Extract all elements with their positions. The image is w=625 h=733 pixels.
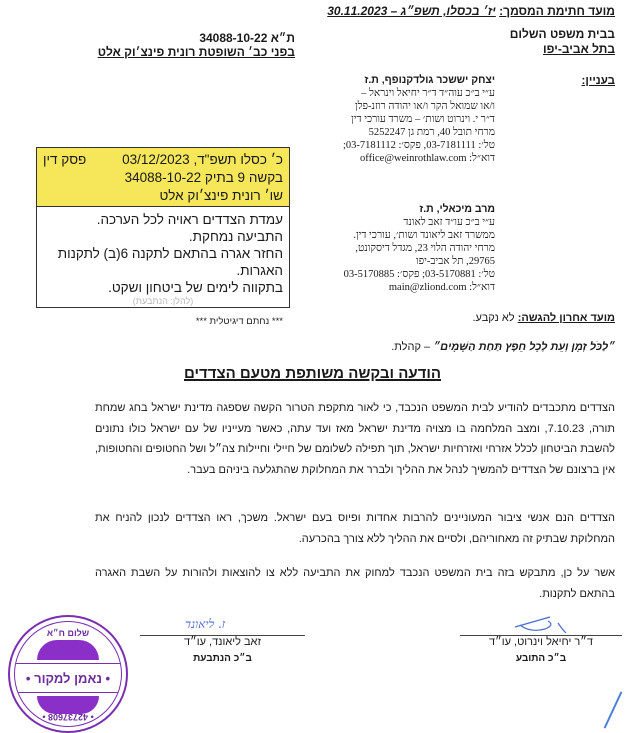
plaintiff-line: ו/או שמואל הקר ו/או יהודה רוזנ-פלן bbox=[354, 101, 495, 112]
matter-label: בעניין: bbox=[581, 75, 615, 87]
plaintiff-line: טל׳: 03-7181111, פקס׳: 03-7181112; bbox=[342, 140, 495, 151]
decision-type: פסק דין bbox=[43, 152, 87, 167]
defendant-signature-block bbox=[140, 613, 305, 664]
decision-header bbox=[37, 148, 289, 207]
plaintiff-signature-block bbox=[460, 613, 622, 664]
digital-signature-note: *** נחתם דיגיטלית *** bbox=[195, 316, 283, 327]
decision-case: בקשה 9 בתיק 34088-10-22 bbox=[124, 170, 283, 185]
defendant-line: טל׳: 03-5170881; פקס׳: 03-5170885 bbox=[343, 269, 495, 280]
defendant-line: ממשרד זאב ליאונד ושות׳, עורכי דין. bbox=[353, 230, 495, 241]
paragraph: הצדדים מתכבדים להודיע לבית המשפט הנכבד, כי לאור מתקפת הטרור הקשה שספגה מדינת ישראל בחג שמחת תורה, 7.10.23, ומצב המלחמה בו מצויה מדינת ישראל מאז ועד עתה, כאשר מעייניו של עם ישראל כולו נתונים להשבת הביטחון לכלל אזרחי ואזרחיות ישראל, תוך תפילה לשלומם של חיילי וחיילות צה״ל ושל החטופים והחטופות, אין ברצונם של הצדדים להמשיך לנהל את ההליך ולברר את המחלוקת שהתגלעה ביניהם בעבר. bbox=[95, 402, 615, 476]
submission-deadline bbox=[472, 312, 615, 324]
judge-name: בפני כב׳ השופטת רונית פינצ׳וק אלט bbox=[97, 45, 295, 59]
document-title-text: הודעה ובקשה משותפת מטעם הצדדים bbox=[183, 365, 442, 382]
defendant-line: ע״י ב״כ עו״ד זאב לאונד bbox=[403, 217, 495, 228]
decision-line: בתקווה לימים של ביטחון ושקט. bbox=[108, 280, 283, 295]
decision-judge: שו׳ רונית פינצ׳וק אלט bbox=[159, 188, 283, 203]
stamp-center-band: • נאמן למקור • bbox=[15, 663, 121, 693]
decision-line: החזר אגרה בהתאם לתקנה 6(ב) לתקנות האגרות. bbox=[57, 246, 283, 278]
court-line-1: בבית משפט השלום bbox=[509, 27, 615, 41]
faded-underlay-text: (להלן: הנתבעת) bbox=[132, 296, 194, 306]
defendant-name: מרב מיכאלי, ת.ז bbox=[419, 203, 495, 215]
defendant-details bbox=[344, 203, 495, 294]
stamp-inner-ring bbox=[14, 621, 122, 727]
court-line-2: בתל אביב-יפו bbox=[543, 42, 615, 56]
paragraph: אשר על כן, מתבקש בזה בית המשפט הנכבד למחוק את התביעה ללא צו להוצאות ולהורות על השבת האגרה בהתאם לתקנות. bbox=[95, 567, 615, 600]
plaintiff-line: ע״י ב״כ עוה״ד ד״ר יחיאל וינראל – bbox=[361, 88, 495, 99]
decision-body bbox=[37, 207, 289, 334]
defendant-line: מרחי יהודה הלוי 23, מגדל דיסקונט, bbox=[355, 243, 495, 254]
plaintiff-name: יצחק יששכר גולדקנופף, ת.ז bbox=[364, 74, 495, 86]
defendant-email: דוא״ל: main@zliond.com bbox=[388, 282, 495, 293]
case-number: ת״א 34088-10-22 bbox=[199, 31, 295, 45]
plaintiff-line: ד״ר י. וינרוט ושות׳ – משרד עורכי דין bbox=[351, 114, 495, 125]
decision-line: עמדת הצדדים ראויה לכל הערכה. bbox=[96, 212, 283, 227]
plaintiff-signature-scribble bbox=[460, 613, 622, 635]
plaintiff-signatory-name: ד״ר יחיאל וינרוט, עו״ד bbox=[489, 636, 593, 648]
certified-copy-stamp bbox=[8, 615, 128, 733]
defendant-signatory-role: ב״כ הנתבעת bbox=[193, 653, 252, 664]
defendant-line: 29765, תל אביב-יפו bbox=[415, 256, 495, 267]
ecclesiastes-quote bbox=[391, 341, 615, 353]
quote-text: ״לַכֹּל זְמָן וְעֵת לְכָל חֵפֶץ תַּחַת הַשָּׁמָיִם״ bbox=[433, 341, 615, 353]
plaintiff-signatory-role: ב״כ התובע bbox=[515, 653, 567, 664]
defendant-signatory-name: זאב ליאונד, עו״ד bbox=[183, 636, 262, 648]
quote-source: – קהלת. bbox=[391, 341, 434, 353]
paragraph: הצדדים הנם אנשי ציבור המעוניינים להרבות אחדות ופיוס בעם ישראל. משכך, ראו הצדדים לנכון להניח את המחלוקת שבתיק זה מאחוריהם, ולסיים את ההליך ללא צורך בהכרעה. bbox=[95, 512, 615, 545]
stamp-top-fill bbox=[37, 640, 99, 660]
pen-stroke-mark bbox=[604, 691, 623, 728]
plaintiff-line: מרחי תובל 40, רמת גן 5252247 bbox=[368, 127, 495, 138]
defendant-signature-scribble bbox=[140, 613, 305, 635]
signature-scribble-icon bbox=[510, 613, 580, 635]
signature-scribble-text: ז. ליאונד bbox=[185, 617, 226, 631]
stamp-top-text: שלום ח״א bbox=[46, 628, 90, 638]
deadline-label: מועד אחרון להגשה: bbox=[517, 312, 615, 324]
signing-date-value: יז׳ בכסלו, תשפ״ג – 30.11.2023 bbox=[327, 4, 496, 18]
court-name bbox=[510, 27, 615, 57]
plaintiff-email: דוא״ל: office@weinrothlaw.com bbox=[360, 153, 495, 164]
signing-date-label: מועד חתימת המסמך: bbox=[499, 4, 615, 18]
document-title bbox=[0, 365, 625, 382]
stamp-license-number: • 42737608 • bbox=[42, 712, 94, 722]
plaintiff-details bbox=[343, 74, 495, 165]
deadline-value: לא נקבע. bbox=[472, 312, 515, 324]
decision-date: כ׳ כסלו תשפ"ד, 03/12/2023 bbox=[122, 152, 283, 167]
decision-line: התביעה נמחקת. bbox=[188, 229, 283, 244]
signing-date bbox=[327, 4, 615, 18]
court-decision-box bbox=[36, 147, 290, 327]
